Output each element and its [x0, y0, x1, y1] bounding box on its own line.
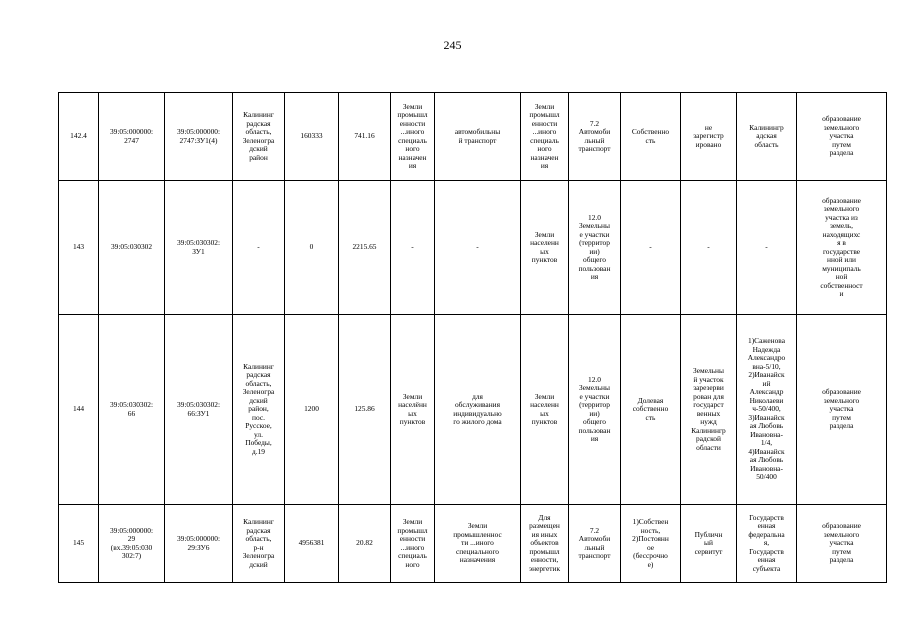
table-cell — [797, 181, 887, 315]
cell-line: 4956381 — [298, 538, 325, 548]
cell-line: Зеленогра — [242, 387, 275, 397]
cell-line: Зеленогра — [242, 551, 275, 560]
cell-line: 66:ЗУ1 — [187, 408, 210, 418]
cell-line: 741.16 — [354, 131, 375, 141]
cell-line: ия — [590, 434, 599, 443]
cell-line: Земельны — [693, 366, 724, 375]
cell-line: я, — [763, 538, 770, 548]
cell-line: промышл — [529, 546, 560, 556]
table-cell — [681, 505, 737, 583]
cell-line: й транспорт — [458, 135, 497, 145]
table-cell — [339, 315, 391, 505]
cell-line: ых — [540, 246, 549, 256]
table-cell — [569, 93, 621, 181]
cell-line: 39:05:030302: — [176, 400, 221, 409]
cell-line: Александр — [749, 387, 784, 397]
cell-line: область — [754, 139, 779, 149]
cell-line: льный — [584, 135, 605, 145]
cell-line: участка — [829, 538, 854, 548]
table-cell — [621, 181, 681, 315]
cell-line: радская — [246, 370, 271, 380]
cell-line: образование — [822, 521, 861, 531]
cell-line: 39:05:030302: — [176, 238, 221, 247]
cell-line: рован для — [693, 391, 724, 401]
cell-line: Государств — [749, 546, 784, 556]
table-cell — [233, 181, 285, 315]
cell-line: радская — [246, 525, 271, 535]
cell-line: автомобильны — [454, 127, 501, 136]
cell-line: я в — [837, 238, 846, 247]
table-cell — [339, 93, 391, 181]
cell-line: ной — [835, 272, 848, 281]
cell-line: ая Любовь — [749, 421, 784, 431]
cell-line: е участки — [579, 391, 610, 401]
cell-line: (территор — [579, 238, 610, 247]
cell-line: зарезерви — [693, 383, 724, 392]
cell-line: находящихс — [822, 229, 861, 239]
cell-line: назначен — [530, 152, 559, 162]
cell-line: собственно — [632, 404, 669, 414]
cell-line: 7.2 — [589, 525, 600, 535]
cell-line: Калининг — [243, 361, 274, 371]
cell-line: сть — [645, 412, 656, 422]
cell-line: 39:05:030302: — [109, 400, 154, 409]
cell-line: земельного — [823, 395, 860, 405]
cell-line: е участки — [579, 229, 610, 239]
cell-line: пос. — [252, 412, 265, 422]
cell-line: 0 — [309, 242, 314, 252]
cell-line: 144 — [72, 404, 85, 414]
cell-line: назначен — [398, 152, 427, 162]
cell-line: Земельны — [579, 221, 610, 230]
cell-line: ых — [408, 408, 417, 418]
table-cell — [621, 315, 681, 505]
cell-line: индивидуально — [453, 408, 502, 418]
cell-line: земель, — [829, 221, 854, 230]
cell-line: Земли — [402, 101, 423, 111]
cell-line: области — [696, 442, 721, 452]
table-cell — [165, 181, 233, 315]
cell-line: транспорт — [578, 144, 611, 153]
table-cell — [797, 505, 887, 583]
cell-line: е) — [647, 559, 654, 569]
cell-line: ность, — [640, 525, 661, 535]
cell-line: радской — [696, 434, 721, 443]
cell-line: сть — [645, 135, 656, 145]
cell-line: и — [839, 289, 844, 298]
table-cell — [681, 93, 737, 181]
cell-line: пунктов — [399, 417, 426, 426]
cell-line: общего — [583, 255, 606, 264]
table-cell — [569, 505, 621, 583]
table-cell — [165, 505, 233, 583]
table-cell — [59, 181, 99, 315]
cell-line: Николаеви — [749, 395, 784, 405]
cell-line: адская — [756, 131, 777, 141]
cell-line: ировано — [695, 139, 722, 149]
cell-line: ...иного — [400, 542, 425, 552]
cell-line: земельного — [823, 529, 860, 539]
cell-line: образование — [822, 114, 861, 124]
cell-line: 3)Иванайск — [748, 412, 785, 422]
cell-line: участка — [829, 131, 854, 141]
cell-line: Александро — [747, 353, 786, 363]
table-cell — [737, 315, 797, 505]
cell-line: енности, — [530, 555, 559, 565]
cell-line: пунктов — [531, 417, 558, 426]
cell-line: дский — [249, 395, 268, 405]
cell-line: ии) — [589, 246, 600, 256]
cell-line: 2)Постоянн — [632, 534, 669, 543]
table-row — [59, 505, 887, 583]
table-cell — [435, 93, 521, 181]
cell-line: Земли — [402, 517, 423, 526]
cell-line: 1)Саженова — [748, 336, 785, 346]
cell-line: 50/400 — [756, 472, 777, 482]
cell-line: раздела — [829, 148, 854, 158]
cell-line: Калинингр — [749, 122, 784, 132]
cell-line: - — [257, 242, 260, 252]
table-cell — [435, 181, 521, 315]
cell-line: енности — [531, 118, 558, 128]
cell-line: 29:ЗУ6 — [187, 542, 210, 552]
cell-line: нужд — [700, 417, 717, 426]
land-parcel-table — [58, 92, 887, 583]
table-cell — [797, 93, 887, 181]
cell-line: специаль — [398, 551, 427, 560]
cell-line: Калинингр — [691, 425, 726, 435]
cell-line: Земли — [534, 101, 555, 111]
cell-line: Для — [538, 512, 551, 522]
cell-line: Государств — [749, 512, 784, 522]
cell-line: енности — [399, 118, 426, 128]
cell-line: 39:05:000000: — [109, 127, 154, 136]
cell-line: транспорт — [578, 551, 611, 560]
cell-line: Надежда — [752, 344, 781, 354]
table-cell — [681, 181, 737, 315]
table-cell — [435, 315, 521, 505]
table-row — [59, 315, 887, 505]
cell-line: 1/4, — [760, 438, 773, 448]
cell-line: ...иного — [532, 127, 557, 136]
cell-line: ного — [537, 144, 552, 153]
cell-line: ЗУ1 — [192, 246, 205, 256]
cell-line: льный — [584, 542, 605, 552]
table-cell — [435, 505, 521, 583]
table-cell — [521, 505, 569, 583]
cell-line: 4)Иванайск — [748, 446, 785, 456]
table-cell — [233, 505, 285, 583]
cell-line: (вх.39:05:030 — [110, 542, 153, 552]
table-cell — [569, 315, 621, 505]
cell-line: участка из — [825, 212, 858, 222]
cell-line: 2215.65 — [352, 242, 377, 252]
cell-line: пользован — [578, 263, 611, 273]
cell-line: 39:05:030302 — [110, 242, 153, 252]
cell-line: 39:05:000000: — [176, 127, 221, 136]
cell-line: Победы, — [245, 438, 272, 448]
table-cell — [391, 93, 435, 181]
cell-line: пунктов — [531, 255, 558, 264]
cell-line: Земли — [534, 391, 555, 401]
table-cell — [59, 93, 99, 181]
cell-line: назначения — [459, 555, 496, 565]
table-cell — [797, 315, 887, 505]
cell-line: й участок — [693, 374, 724, 384]
cell-line: го жилого дома — [453, 417, 502, 426]
cell-line: путем — [832, 139, 851, 149]
cell-line: Ивановна- — [750, 429, 783, 439]
table-cell — [737, 505, 797, 583]
table-cell — [99, 505, 165, 583]
cell-line: энергетик — [528, 563, 561, 573]
cell-line: промышл — [397, 110, 428, 119]
cell-line: - — [476, 242, 479, 252]
cell-line: венных — [696, 408, 721, 418]
table-cell — [165, 93, 233, 181]
cell-line: (бессрочно — [633, 551, 668, 560]
cell-line: дский — [249, 144, 268, 153]
cell-line: Земли — [534, 229, 555, 239]
table-cell — [339, 181, 391, 315]
cell-line: промышл — [529, 110, 560, 119]
cell-line: 160333 — [300, 131, 323, 141]
cell-line: промышленнос — [453, 529, 502, 539]
cell-line: населённ — [398, 400, 427, 409]
cell-line: (территор — [579, 400, 610, 409]
table-cell — [233, 93, 285, 181]
cell-line: муниципаль — [822, 263, 861, 273]
table-cell — [285, 315, 339, 505]
cell-line: 1200 — [304, 404, 319, 414]
cell-line: 142.4 — [70, 131, 87, 141]
cell-line: Автомоби — [578, 127, 611, 136]
cell-line: ия — [540, 161, 549, 170]
cell-line: 39:05:000000: — [109, 525, 154, 535]
table-cell — [621, 93, 681, 181]
cell-line: специаль — [530, 135, 559, 145]
cell-line: собственност — [820, 280, 863, 290]
cell-line: район — [249, 152, 268, 162]
cell-line: государст — [693, 400, 724, 409]
page-number: 245 — [443, 38, 462, 52]
cell-line: вна-5/10, — [752, 361, 781, 371]
cell-line: область, — [245, 534, 272, 543]
cell-line: 2)Иванайск — [748, 370, 785, 380]
table-cell — [521, 181, 569, 315]
cell-line: - — [411, 242, 414, 252]
cell-line: Автомоби — [578, 534, 611, 543]
cell-line: участка — [829, 404, 854, 414]
cell-line: объектов — [530, 538, 559, 548]
cell-line: субъекта — [752, 563, 781, 573]
table-cell — [285, 181, 339, 315]
cell-line: Зеленогра — [242, 135, 275, 145]
table-cell — [99, 93, 165, 181]
cell-line: ии) — [589, 408, 600, 418]
cell-line: общего — [583, 417, 606, 426]
cell-line: 145 — [72, 538, 85, 548]
cell-line: ых — [540, 408, 549, 418]
cell-line: государстве — [822, 246, 861, 256]
cell-line: ая Любовь — [749, 455, 784, 465]
cell-line: населенн — [530, 400, 559, 409]
cell-line: Ивановна- — [750, 463, 783, 473]
cell-line: ия иных — [531, 529, 558, 539]
cell-line: 7.2 — [589, 118, 600, 128]
cell-line: ного — [405, 559, 420, 569]
cell-line: ти ...иного — [461, 538, 494, 548]
cell-line: область, — [245, 127, 272, 136]
table-cell — [339, 505, 391, 583]
cell-line: область, — [245, 378, 272, 388]
cell-line: 66 — [127, 408, 136, 418]
cell-line: район, — [248, 404, 269, 414]
cell-line: путем — [832, 412, 851, 422]
cell-line: раздела — [829, 555, 854, 565]
table-cell — [737, 181, 797, 315]
cell-line: ул. — [254, 429, 263, 439]
cell-line: 2747 — [124, 135, 139, 145]
cell-line: - — [649, 242, 652, 252]
cell-line: 143 — [72, 242, 85, 252]
table-cell — [391, 181, 435, 315]
cell-line: промышл — [397, 525, 428, 535]
cell-line: ия — [590, 272, 599, 281]
cell-line: дский — [249, 559, 268, 569]
table-cell — [391, 315, 435, 505]
cell-line: - — [765, 242, 768, 252]
cell-line: Земли — [467, 521, 488, 531]
cell-line: раздела — [829, 421, 854, 431]
cell-line: специального — [455, 546, 500, 556]
cell-line: ...иного — [400, 127, 425, 136]
table-row — [59, 181, 887, 315]
cell-line: сервитут — [694, 546, 723, 556]
cell-line: ч-50/400, — [752, 404, 781, 414]
table-cell — [621, 505, 681, 583]
cell-line: образование — [822, 195, 861, 205]
cell-line: нной или — [826, 255, 856, 264]
cell-line: 1)Собствен — [632, 517, 669, 526]
table-cell — [59, 315, 99, 505]
cell-line: Собственно — [631, 127, 670, 136]
cell-line: Земли — [402, 391, 423, 401]
cell-line: 2747:ЗУ1(4) — [179, 135, 218, 145]
cell-line: енности — [399, 534, 426, 543]
cell-line: ного — [405, 144, 420, 153]
table-cell — [521, 93, 569, 181]
cell-line: 29 — [127, 534, 136, 543]
cell-line: 12.0 — [588, 212, 601, 222]
table-cell — [99, 181, 165, 315]
cell-line: ия — [408, 161, 417, 170]
cell-line: Публичн — [694, 529, 723, 539]
table-cell — [391, 505, 435, 583]
cell-line: обслуживания — [454, 400, 501, 409]
cell-line: федеральна — [748, 529, 785, 539]
cell-line: зарегистр — [693, 131, 724, 141]
cell-line: 39:05:000000: — [176, 534, 221, 543]
table-cell — [737, 93, 797, 181]
table-cell — [59, 505, 99, 583]
table-cell — [285, 93, 339, 181]
cell-line: 20.82 — [356, 538, 373, 548]
table-cell — [165, 315, 233, 505]
cell-line: специаль — [398, 135, 427, 145]
cell-line: ое — [646, 542, 655, 552]
cell-line: 125.86 — [354, 404, 375, 414]
cell-line: путем — [832, 546, 851, 556]
cell-line: для — [472, 391, 483, 401]
cell-line: д.19 — [252, 446, 265, 456]
cell-line: размещен — [529, 521, 560, 531]
cell-line: пользован — [578, 425, 611, 435]
cell-line: - — [707, 242, 710, 252]
cell-line: 12.0 — [588, 374, 601, 384]
cell-line: ый — [704, 538, 713, 548]
cell-line: Земельны — [579, 383, 610, 392]
table-cell — [99, 315, 165, 505]
table-cell — [569, 181, 621, 315]
cell-line: населенн — [530, 238, 559, 247]
cell-line: Калининг — [243, 517, 274, 526]
cell-line: р-н — [253, 542, 264, 552]
cell-line: образование — [822, 387, 861, 397]
table-row — [59, 93, 887, 181]
table-cell — [285, 505, 339, 583]
table-cell — [521, 315, 569, 505]
cell-line: Русское, — [245, 421, 272, 431]
cell-line: Долевая — [637, 395, 664, 405]
cell-line: енная — [757, 521, 776, 531]
cell-line: енная — [757, 555, 776, 565]
cell-line: Калининг — [243, 110, 274, 119]
cell-line: ий — [762, 378, 771, 388]
table-cell — [233, 315, 285, 505]
cell-line: не — [704, 122, 713, 132]
cell-line: земельного — [823, 122, 860, 132]
table-cell — [681, 315, 737, 505]
cell-line: радская — [246, 118, 271, 128]
cell-line: 302:7) — [121, 551, 142, 560]
cell-line: земельного — [823, 204, 860, 213]
